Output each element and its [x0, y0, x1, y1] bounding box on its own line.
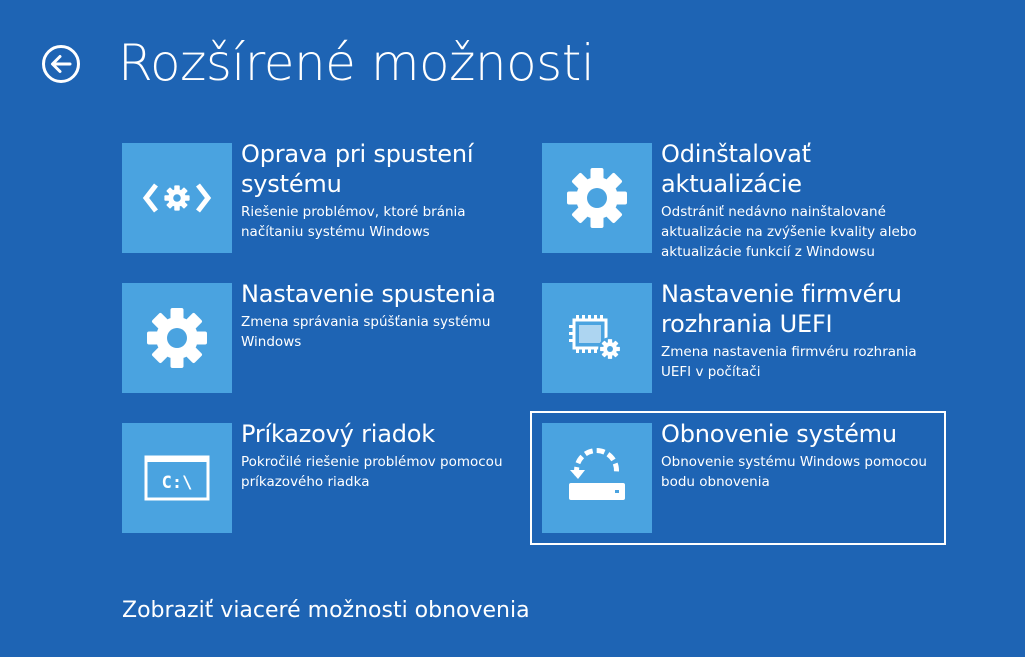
startup-repair-icon — [142, 173, 212, 223]
option-tile — [122, 423, 232, 533]
back-button[interactable] — [41, 44, 81, 84]
command-prompt-icon-text: C:\ — [161, 473, 193, 493]
option-tile — [122, 283, 232, 393]
uefi-firmware-icon — [562, 303, 632, 373]
option-description: Zmena správania spúšťania systému Windows — [241, 314, 491, 350]
option-title: Nastavenie spustenia — [241, 280, 496, 308]
option-description: Zmena nastavenia firmvéru rozhrania UEFI v počítači — [661, 344, 917, 380]
option-description: Pokročilé riešenie problémov pomocou príkazového riadka — [241, 454, 503, 490]
page-title: Rozšírené možnosti — [118, 34, 595, 92]
system-restore-icon — [562, 443, 632, 513]
option-uninstall-updates[interactable] — [542, 140, 934, 260]
option-title: Oprava pri spustení systému — [241, 140, 474, 198]
option-title: Obnovenie systému — [661, 420, 897, 448]
option-tile — [542, 283, 652, 393]
option-title: Nastavenie firmvéru rozhrania UEFI — [661, 280, 902, 338]
back-arrow-icon — [41, 44, 81, 84]
option-title: Odinštalovať aktualizácie — [661, 140, 811, 198]
option-tile — [122, 143, 232, 253]
option-title: Príkazový riadok — [241, 420, 435, 448]
option-command-prompt[interactable] — [122, 420, 514, 533]
gear-icon — [562, 163, 632, 233]
option-tile — [542, 423, 652, 533]
gear-icon — [142, 303, 212, 373]
option-startup-settings[interactable] — [122, 280, 514, 393]
option-system-restore[interactable] — [542, 420, 934, 533]
option-tile — [542, 143, 652, 253]
option-description: Obnovenie systému Windows pomocou bodu obnovenia — [661, 454, 927, 490]
more-recovery-options-link[interactable]: Zobraziť viaceré možnosti obnovenia — [122, 598, 530, 623]
option-description: Odstrániť nedávno nainštalované aktualizácie na zvýšenie kvality alebo aktualizácie funkcií z Windowsu — [661, 204, 917, 260]
option-description: Riešenie problémov, ktoré bránia načítaniu systému Windows — [241, 204, 466, 240]
option-startup-repair[interactable] — [122, 140, 514, 253]
option-uefi-firmware[interactable] — [542, 280, 934, 393]
command-prompt-icon — [141, 450, 213, 506]
